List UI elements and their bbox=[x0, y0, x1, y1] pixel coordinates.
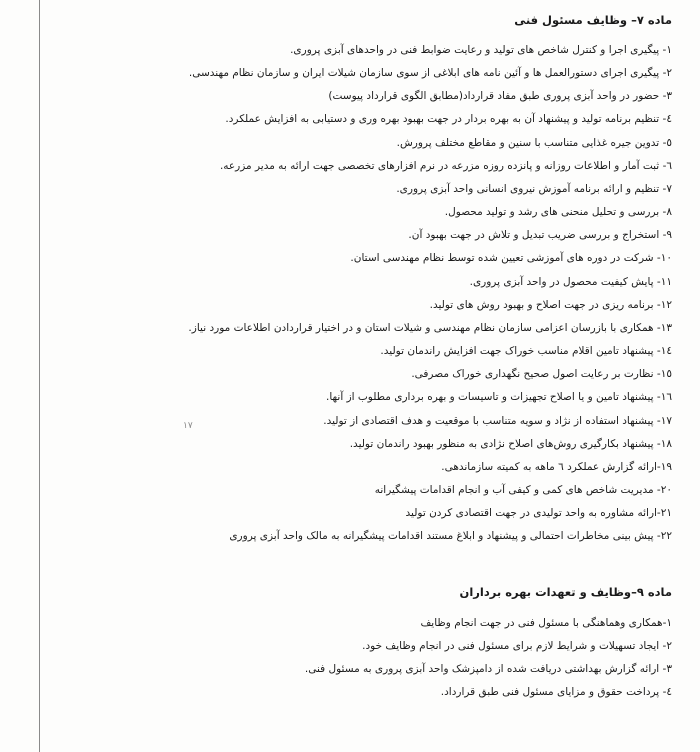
list-item: ۳- حضور در واحد آبزی پروری طبق مفاد قرارداد(مطابق الگوی قرارداد پیوست) bbox=[328, 90, 672, 103]
section-heading: ماده ۹–وظایف و تعهدات بهره برداران bbox=[459, 585, 672, 599]
list-item: ۱٤- پیشنهاد تامین اقلام مناسب خوراک جهت افزایش راندمان تولید. bbox=[380, 345, 672, 358]
list-item: ۱۷- پیشنهاد استفاده از نژاد و سویه متناسب با موقعیت و هدف اقتصادی از تولید. bbox=[323, 414, 672, 427]
list-item: ۱۸- پیشنهاد بکارگیری روش‌های اصلاح نژادی به منظور بهبود راندمان تولید. bbox=[349, 437, 672, 450]
list-item: ۱٥- نظارت بر رعایت اصول صحیح نگهداری خوراک مصرفی. bbox=[411, 368, 672, 381]
list-item: ۲۰- مدیریت شاخص های کمی و کیفی آب و انجام اقدامات پیشگیرانه bbox=[374, 483, 672, 496]
stray-margin-number: ۱۷ bbox=[183, 421, 193, 431]
article-duties-of-technical-manager bbox=[32, 12, 672, 548]
list-item: ۳- ارائه گزارش بهداشتی دریافت شده از دامپزشک واحد آبزی پروری به مسئول فنی. bbox=[304, 663, 672, 675]
list-item: ۱۲- برنامه ریزی در جهت اصلاح و بهبود روش های تولید. bbox=[429, 298, 672, 311]
list-item: ۲- ایجاد تسهیلات و شرایط لازم برای مسئول فنی در انجام وظایف خود. bbox=[362, 640, 672, 652]
list-item: ۱۱- پایش کیفیت محصول در واحد آبزی پروری. bbox=[469, 275, 672, 288]
list-item: ۷- تنظیم و ارائه برنامه آموزش نیروی انسانی واحد آبزی پروری. bbox=[396, 182, 672, 195]
list-item: ٦- ثبت آمار و اطلاعات روزانه و پانزده روزه مزرعه در نرم افزارهای تخصصی جهت ارائه به مدیر مزرعه. bbox=[219, 159, 672, 172]
list-item: ۲۲- پیش بینی مخاطرات احتمالی و پیشنهاد و ابلاغ مستند اقدامات پیشگیرانه به مالک واحد آبزی پروری bbox=[229, 530, 672, 543]
list-item: ٤- تنظیم برنامه تولید و پیشنهاد آن به بهره بردار در جهت بهبود بهره وری و دستیابی به افزایش عملکرد. bbox=[225, 113, 672, 126]
list-item: ۸- بررسی و تحلیل منحنی های رشد و تولید محصول. bbox=[444, 206, 672, 219]
duties-list bbox=[32, 39, 672, 548]
list-item: ۱-همکاری وهماهنگی با مسئول فنی در جهت انجام وظایف bbox=[420, 617, 672, 629]
list-item: ۱٦- پیشنهاد تامین و یا اصلاح تجهیزات و تاسیسات و بهره برداری مطلوب از آنها. bbox=[326, 391, 672, 404]
list-item: ٤- پرداخت حقوق و مزایای مسئول فنی طبق قرارداد. bbox=[440, 686, 672, 698]
list-item: ۱۳- همکاری با بازرسان اعزامی سازمان نظام مهندسی و شیلات استان و در اختیار قراردادن اطلاعات مورد نیاز. bbox=[188, 321, 672, 334]
list-item: ٥- تدوین جیره غذایی متناسب با سنین و مقاطع مختلف پرورش. bbox=[396, 136, 672, 149]
section-heading: ماده ۷– وظایف مسئول فنی bbox=[514, 13, 672, 27]
list-item: ۱۹-ارائه گزارش عملکرد ٦ ماهه به کمیته سازماندهی. bbox=[441, 460, 672, 473]
list-item: ۱- پیگیری اجرا و کنترل شاخص های تولید و رعایت ضوابط فنی در واحدهای آبزی پروری. bbox=[290, 44, 672, 56]
list-item: ۲۱-ارائه مشاوره به واحد تولیدی در جهت اقتصادی کردن تولید bbox=[405, 507, 672, 520]
list-item: ۱۰- شرکت در دوره های آموزشی تعیین شده توسط نظام مهندسی استان. bbox=[350, 252, 672, 265]
list-item: ۲- پیگیری اجرای دستورالعمل ها و آئین نامه های ابلاغی از سوی سازمان شیلات ایران و سازمان نظام مهندسی. bbox=[188, 67, 672, 80]
operator-duties-list bbox=[32, 612, 672, 704]
list-item: ۹- استخراج و بررسی ضریب تبدیل و تلاش در جهت بهبود آن. bbox=[408, 229, 672, 242]
article-duties-of-operators bbox=[32, 584, 672, 704]
